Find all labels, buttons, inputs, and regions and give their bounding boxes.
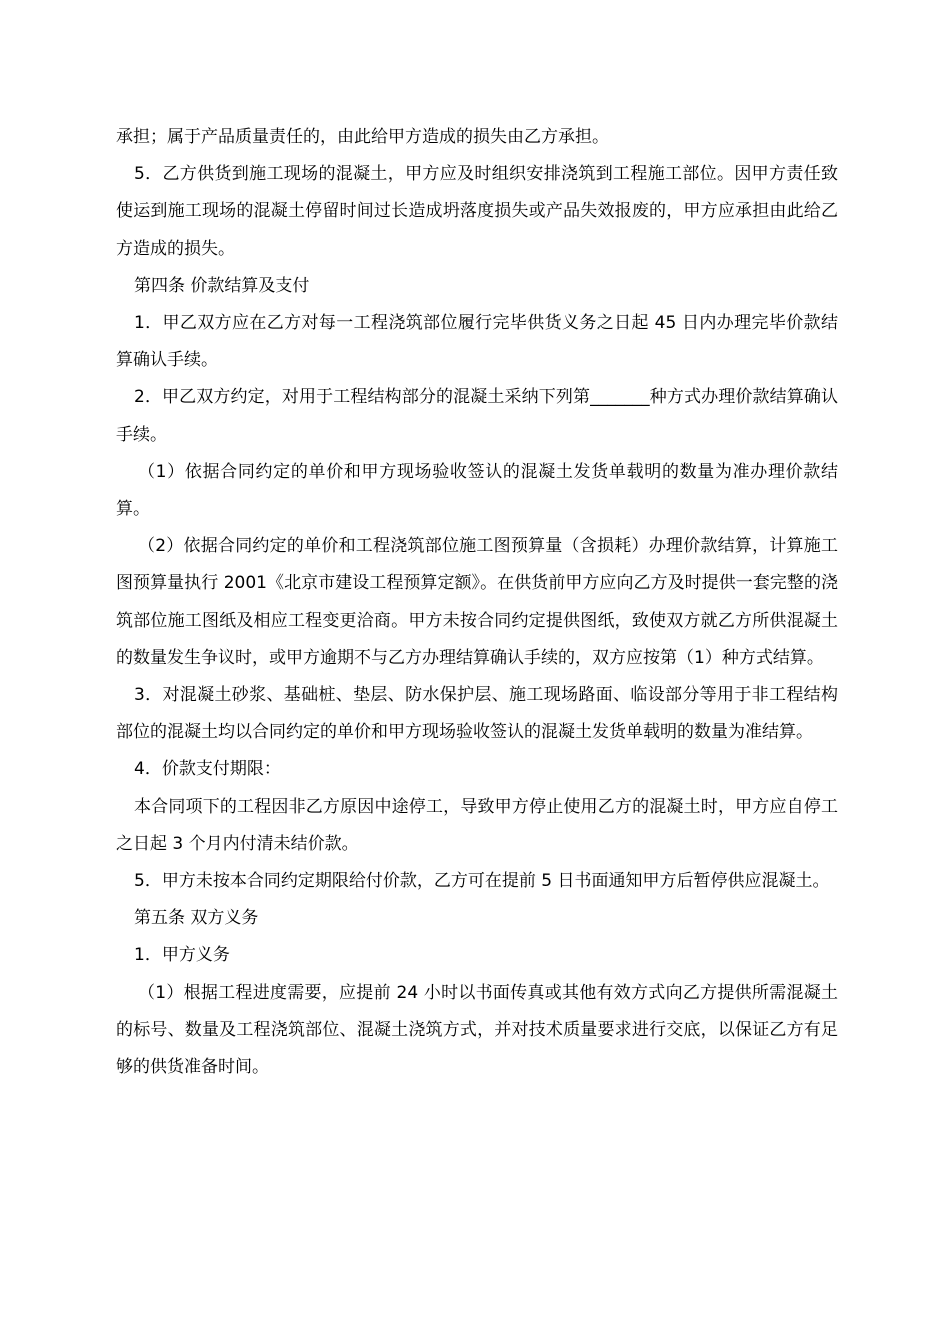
section-heading-article-4: 第四条 价款结算及支付	[134, 275, 310, 296]
paragraph-party-a-obligations: 1．甲方义务	[134, 945, 230, 966]
paragraph-clause-5-late-payment: 5．甲方未按本合同约定期限给付价款，乙方可在提前 5 日书面通知甲方后暂停供应混凝土。	[134, 871, 830, 892]
paragraph-method-2: （2）依据合同约定的单价和工程浇筑部位施工图预算量（含损耗）办理价款结算，计算施工图预算量执行 2001《北京市建设工程预算定额》。在供货前甲方应向乙方及时提供一套完整的浇筑部位施工图纸及相应工程变更洽商。甲方未按合同约定提供图纸，致使双方就乙方所供混凝土的数量发生争议时，或甲方逾期不与乙方办理结算确认手续的，双方应按第（1）种方式结算。	[116, 536, 838, 668]
paragraph-work-stoppage: 本合同项下的工程因非乙方原因中途停工，导致甲方停止使用乙方的混凝土时，甲方应自停工之日起 3 个月内付清未结价款。	[116, 796, 838, 854]
section-heading-article-5: 第五条 双方义务	[134, 908, 259, 929]
paragraph-clause-1-settlement: 1．甲乙双方应在乙方对每一工程浇筑部位履行完毕供货义务之日起 45 日内办理完毕价款结算确认手续。	[116, 313, 838, 371]
paragraph-clause-5-delivery: 5．乙方供货到施工现场的混凝土，甲方应及时组织安排浇筑到工程施工部位。因甲方责任致使运到施工现场的混凝土停留时间过长造成坍落度损失或产品失效报废的，甲方应承担由此给乙方造成的损失。	[116, 164, 838, 259]
paragraph-liability-end: 承担；属于产品质量责任的，由此给甲方造成的损失由乙方承担。	[116, 127, 609, 147]
paragraph-clause-2-method: 2．甲乙双方约定，对用于工程结构部分的混凝土采纳下列第_______种方式办理价款结算确认手续。	[116, 387, 838, 445]
contract-text	[116, 119, 838, 1086]
paragraph-clause-4-payment-term: 4．价款支付期限：	[134, 759, 281, 780]
paragraph-clause-3-nonstructural: 3．对混凝土砂浆、基础桩、垫层、防水保护层、施工现场路面、临设部分等用于非工程结构部位的混凝土均以合同约定的单价和甲方现场验收签认的混凝土发货单载明的数量为准结算。	[116, 685, 838, 743]
paragraph-obligation-1: （1）根据工程进度需要，应提前 24 小时以书面传真或其他有效方式向乙方提供所需混凝土的标号、数量及工程浇筑部位、混凝土浇筑方式，并对技术质量要求进行交底，以保证乙方有足够的供货准备时间。	[116, 982, 838, 1078]
paragraph-method-1: （1）依据合同约定的单价和甲方现场验收签认的混凝土发货单载明的数量为准办理价款结算。	[116, 461, 838, 520]
